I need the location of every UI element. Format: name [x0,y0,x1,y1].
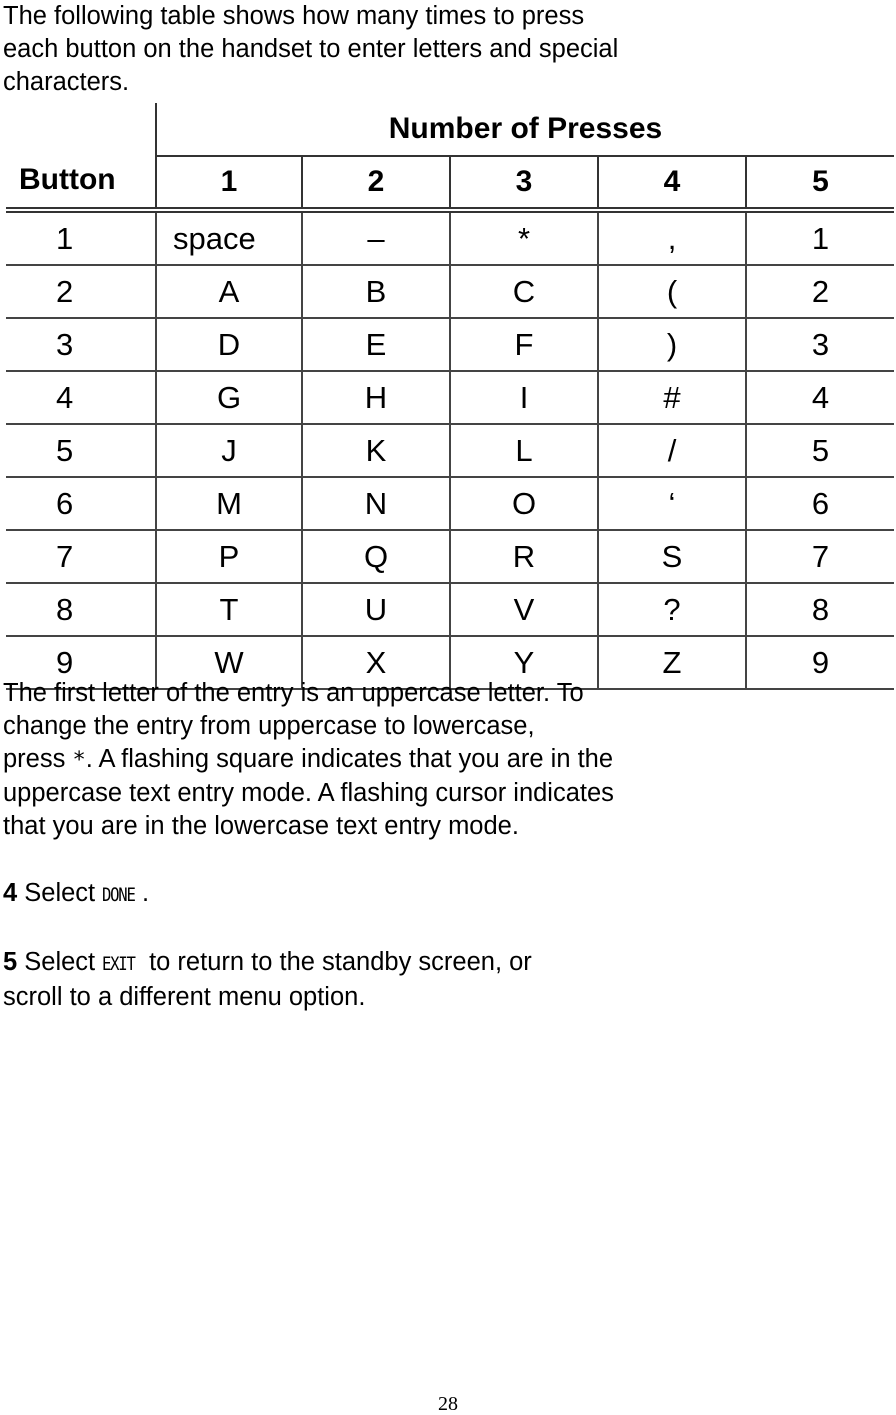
button-number-cell: 4 [6,371,156,424]
character-cell: * [450,210,598,265]
character-cell: 2 [746,265,894,318]
character-cell: K [302,424,450,477]
page-number: 28 [438,1393,458,1415]
step-5-number: 5 [3,948,18,976]
step-4 [3,877,149,912]
number-of-presses-header: Number of Presses [156,103,894,156]
table-row [6,477,894,530]
character-cell: , [598,210,746,265]
press-number-header: 5 [746,156,894,210]
character-cell: H [302,371,450,424]
body-line-1: The first letter of the entry is an uppercase letter. To [3,679,584,707]
number-of-presses-table [6,103,894,690]
character-cell: I [450,371,598,424]
table-row [6,265,894,318]
step-4-text: Select [17,879,103,907]
exit-softkey-label: EXIT [102,953,135,975]
step-5-text: Select [17,948,103,976]
character-cell: E [302,318,450,371]
intro-line-1: The following table shows how many times to press [3,2,585,30]
character-cell: 3 [746,318,894,371]
character-cell: W [156,636,302,689]
table-row [6,530,894,583]
step-5-text-after: to return to the standby screen, or [142,948,532,976]
character-cell: U [302,583,450,636]
table-row [6,583,894,636]
character-cell: P [156,530,302,583]
button-number-cell: 3 [6,318,156,371]
intro-paragraph [3,0,618,99]
character-cell: / [598,424,746,477]
character-cell: O [450,477,598,530]
character-cell: T [156,583,302,636]
character-cell: ‘ [598,477,746,530]
character-cell: ? [598,583,746,636]
body-line-2: change the entry from uppercase to lowercase, [3,712,535,740]
character-cell: S [598,530,746,583]
body-line-4: uppercase text entry mode. A flashing cursor indicates [3,779,614,807]
character-cell: ) [598,318,746,371]
step-4-number: 4 [3,879,18,907]
done-softkey-label: DONE [102,884,135,906]
character-cell: 7 [746,530,894,583]
table-body [6,210,894,689]
character-cell: X [302,636,450,689]
character-cell: – [302,210,450,265]
body-line-5: that you are in the lowercase text entry mode. [3,812,519,840]
character-cell: Q [302,530,450,583]
press-number-header: 1 [156,156,302,210]
table-row [6,210,894,265]
character-cell: Z [598,636,746,689]
button-number-cell: 1 [6,210,156,265]
body-line-3-after: . A flashing square indicates that you are in the [85,745,614,773]
button-column-header: Button [6,103,156,210]
body-line-3-before: press [3,745,73,773]
character-cell: M [156,477,302,530]
table-row [6,371,894,424]
case-instructions-paragraph [3,677,614,843]
step-4-end: . [142,879,150,907]
button-number-cell: 2 [6,265,156,318]
character-cell: 4 [746,371,894,424]
character-cell: 6 [746,477,894,530]
button-number-cell: 6 [6,477,156,530]
character-cell: R [450,530,598,583]
star-key-label: * [72,748,86,773]
character-cell: G [156,371,302,424]
table-group-header-row [6,103,894,156]
character-cell: F [450,318,598,371]
intro-line-2: each button on the handset to enter letters and special [3,35,619,63]
character-cell: B [302,265,450,318]
character-cell: 1 [746,210,894,265]
character-cell: 9 [746,636,894,689]
button-number-cell: 9 [6,636,156,689]
character-cell: V [450,583,598,636]
step-5 [3,946,532,1014]
character-cell: 8 [746,583,894,636]
step-5-line-2: scroll to a different menu option. [3,983,366,1011]
character-cell: ( [598,265,746,318]
character-cell: space [156,210,302,265]
character-cell: Y [450,636,598,689]
press-number-header: 3 [450,156,598,210]
press-number-header: 4 [598,156,746,210]
character-cell: J [156,424,302,477]
button-number-cell: 5 [6,424,156,477]
character-cell: N [302,477,450,530]
button-number-cell: 7 [6,530,156,583]
table-row [6,424,894,477]
button-number-cell: 8 [6,583,156,636]
character-cell: A [156,265,302,318]
character-cell: C [450,265,598,318]
character-cell: L [450,424,598,477]
character-cell: D [156,318,302,371]
intro-line-3: characters. [3,68,130,96]
character-cell: 5 [746,424,894,477]
character-cell: # [598,371,746,424]
table-row [6,318,894,371]
press-number-header: 2 [302,156,450,210]
